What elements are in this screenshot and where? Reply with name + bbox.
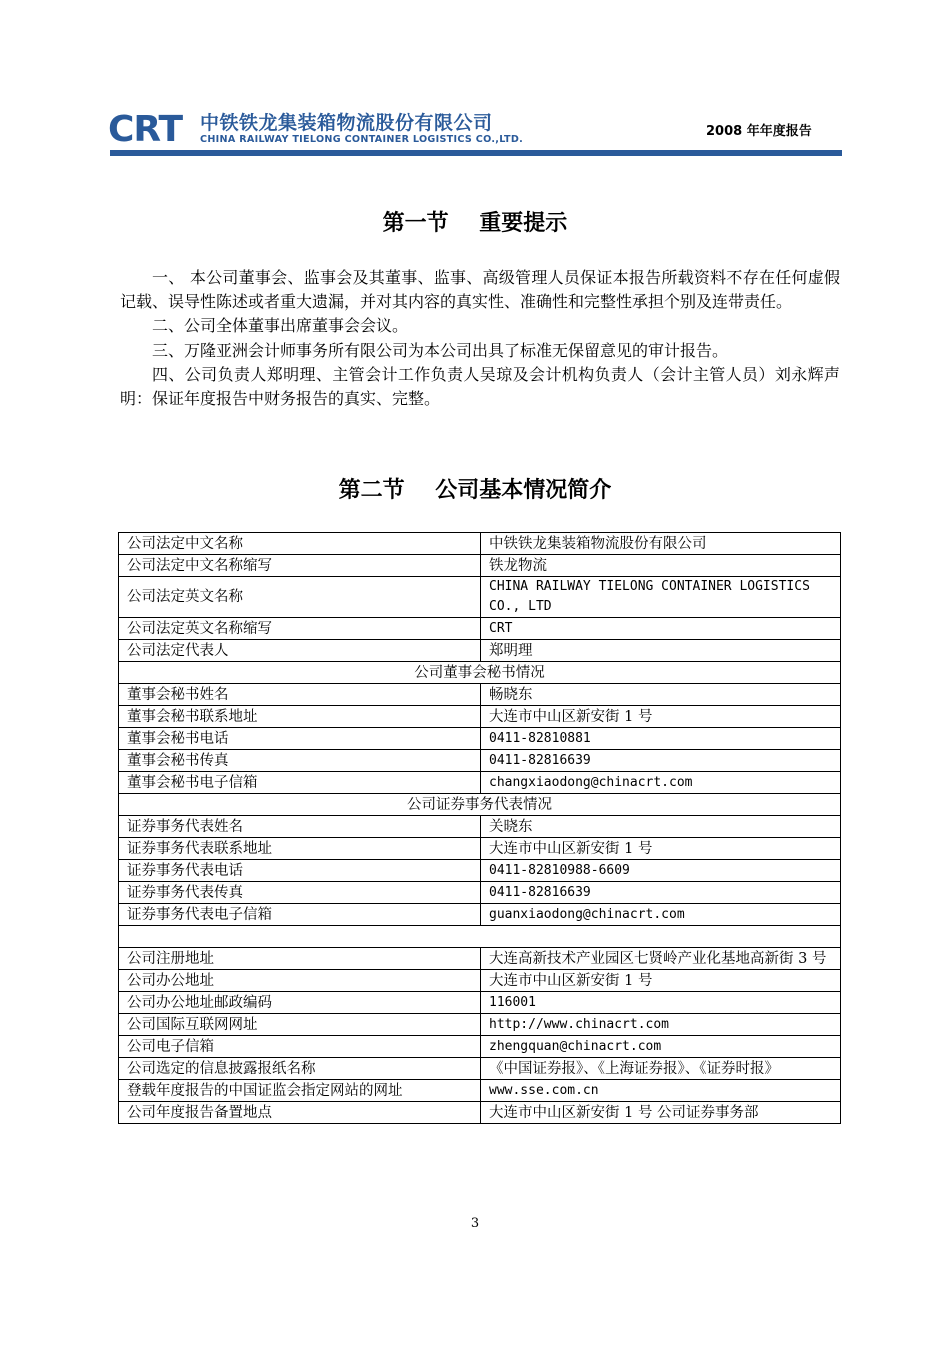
field-value: zhengquan@chinacrt.com bbox=[481, 1036, 841, 1058]
field-label: 公司年度报告备置地点 bbox=[119, 1102, 481, 1124]
table-row bbox=[119, 860, 841, 882]
field-label: 证券事务代表传真 bbox=[119, 882, 481, 904]
table-row bbox=[119, 1058, 841, 1080]
paragraph-2: 二、公司全体董事出席董事会会议。 bbox=[152, 316, 409, 336]
table-row bbox=[119, 577, 841, 618]
company-logo-mark: CRT bbox=[108, 109, 183, 150]
company-info-table bbox=[118, 532, 841, 1124]
table-row bbox=[119, 662, 841, 684]
field-value: 关晓东 bbox=[481, 816, 841, 838]
field-label: 证券事务代表电话 bbox=[119, 860, 481, 882]
field-label: 董事会秘书传真 bbox=[119, 750, 481, 772]
paragraph-4: 四、公司负责人郑明理、主管会计工作负责人吴琼及会计机构负责人（会计主管人员）刘永辉声明：保证年度报告中财务报告的真实、完整。 bbox=[120, 364, 840, 409]
field-value: 铁龙物流 bbox=[481, 555, 841, 577]
field-label: 公司法定中文名称 bbox=[119, 533, 481, 555]
table-row bbox=[119, 926, 841, 948]
table-row bbox=[119, 970, 841, 992]
table-row bbox=[119, 618, 841, 640]
field-label: 公司法定英文名称缩写 bbox=[119, 618, 481, 640]
field-value: 大连市中山区新安街 1 号 bbox=[481, 838, 841, 860]
section-1-title: 第一节 重要提示 bbox=[382, 211, 568, 236]
company-logo-name-en: CHINA RAILWAY TIELONG CONTAINER LOGISTICS CO.,LTD. bbox=[200, 134, 524, 145]
field-value: www.sse.com.cn bbox=[481, 1080, 841, 1102]
field-value: 大连市中山区新安街 1 号 公司证券事务部 bbox=[481, 1102, 841, 1124]
table-row bbox=[119, 640, 841, 662]
field-value: CHINA RAILWAY TIELONG CONTAINER LOGISTICS CO., LTD bbox=[481, 577, 841, 618]
field-label: 公司电子信箱 bbox=[119, 1036, 481, 1058]
field-value: 中铁铁龙集装箱物流股份有限公司 bbox=[481, 533, 841, 555]
field-value: http://www.chinacrt.com bbox=[481, 1014, 841, 1036]
field-label: 董事会秘书联系地址 bbox=[119, 706, 481, 728]
field-label: 董事会秘书姓名 bbox=[119, 684, 481, 706]
field-label: 证券事务代表姓名 bbox=[119, 816, 481, 838]
table-row bbox=[119, 1080, 841, 1102]
field-value: 《中国证券报》、《上海证券报》、《证券时报》 bbox=[481, 1058, 841, 1080]
table-row bbox=[119, 992, 841, 1014]
section-1-body bbox=[120, 266, 840, 411]
field-value: 116001 bbox=[481, 992, 841, 1014]
field-label: 证券事务代表电子信箱 bbox=[119, 904, 481, 926]
table-row bbox=[119, 772, 841, 794]
table-blank-cell bbox=[119, 926, 841, 948]
table-row bbox=[119, 816, 841, 838]
field-label: 公司法定英文名称 bbox=[119, 577, 481, 618]
field-label: 董事会秘书电话 bbox=[119, 728, 481, 750]
table-row bbox=[119, 1102, 841, 1124]
field-label: 公司注册地址 bbox=[119, 948, 481, 970]
field-value: 大连市中山区新安街 1 号 bbox=[481, 970, 841, 992]
table-row bbox=[119, 533, 841, 555]
field-label: 公司法定中文名称缩写 bbox=[119, 555, 481, 577]
field-label: 公司国际互联网网址 bbox=[119, 1014, 481, 1036]
table-row bbox=[119, 750, 841, 772]
field-label: 登载年度报告的中国证监会指定网站的网址 bbox=[119, 1080, 481, 1102]
field-label: 董事会秘书电子信箱 bbox=[119, 772, 481, 794]
field-value: 0411-82810988-6609 bbox=[481, 860, 841, 882]
field-value: 大连市中山区新安街 1 号 bbox=[481, 706, 841, 728]
table-row bbox=[119, 904, 841, 926]
field-value: 0411-82816639 bbox=[481, 750, 841, 772]
table-row bbox=[119, 1036, 841, 1058]
field-value: changxiaodong@chinacrt.com bbox=[481, 772, 841, 794]
table-section-header: 公司证券事务代表情况 bbox=[119, 794, 841, 816]
table-row bbox=[119, 706, 841, 728]
table-row bbox=[119, 728, 841, 750]
field-label: 证券事务代表联系地址 bbox=[119, 838, 481, 860]
field-value: 0411-82810881 bbox=[481, 728, 841, 750]
table-row bbox=[119, 684, 841, 706]
table-section-header: 公司董事会秘书情况 bbox=[119, 662, 841, 684]
paragraph-3: 三、万隆亚洲会计师事务所有限公司为本公司出具了标准无保留意见的审计报告。 bbox=[152, 340, 729, 360]
company-logo-name-cn: 中铁铁龙集装箱物流股份有限公司 bbox=[200, 112, 493, 134]
table-row bbox=[119, 838, 841, 860]
field-label: 公司办公地址邮政编码 bbox=[119, 992, 481, 1014]
field-value: guanxiaodong@chinacrt.com bbox=[481, 904, 841, 926]
field-value: 畅晓东 bbox=[481, 684, 841, 706]
table-row bbox=[119, 948, 841, 970]
table-row bbox=[119, 882, 841, 904]
report-label: 2008 年年度报告 bbox=[706, 124, 812, 139]
field-label: 公司办公地址 bbox=[119, 970, 481, 992]
field-value: 大连高新技术产业园区七贤岭产业化基地高新街 3 号 bbox=[481, 948, 841, 970]
paragraph-1: 一、 本公司董事会、监事会及其董事、监事、高级管理人员保证本报告所载资料不存在任何虚假记载、误导性陈述或者重大遗漏，并对其内容的真实性、准确性和完整性承担个别及连带责任。 bbox=[120, 268, 840, 312]
table-row bbox=[119, 555, 841, 577]
table-row bbox=[119, 794, 841, 816]
header-divider bbox=[110, 150, 842, 156]
field-label: 公司法定代表人 bbox=[119, 640, 481, 662]
field-value: CRT bbox=[481, 618, 841, 640]
page-number: 3 bbox=[470, 1216, 480, 1231]
section-2-title: 第二节 公司基本情况简介 bbox=[338, 478, 612, 503]
field-label: 公司选定的信息披露报纸名称 bbox=[119, 1058, 481, 1080]
table-row bbox=[119, 1014, 841, 1036]
field-value: 0411-82816639 bbox=[481, 882, 841, 904]
field-value: 郑明理 bbox=[481, 640, 841, 662]
